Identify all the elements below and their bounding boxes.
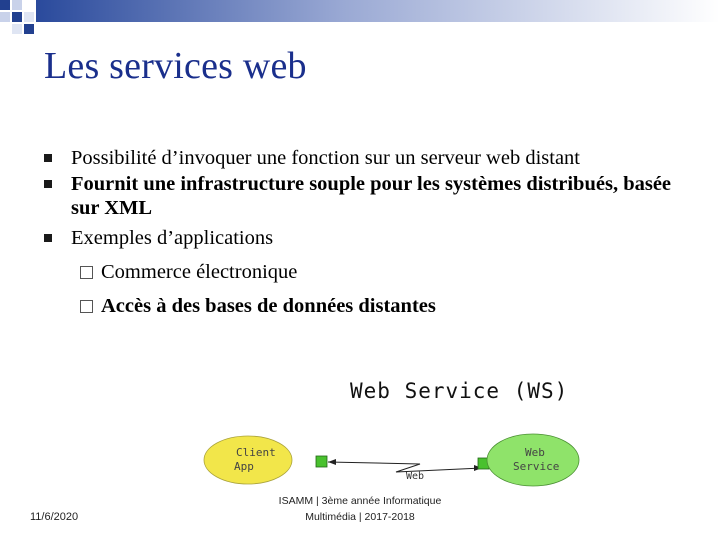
web-link-line [328,462,482,472]
sub-bullet-text: Accès à des bases de données distantes [101,295,436,317]
footer-info [250,493,470,525]
bullet-item [44,146,704,170]
bullet-text: Possibilité d’invoquer une fonction sur un serveur web distant [71,147,580,169]
square-bullet-icon [44,154,52,162]
link-label: Web [406,471,425,482]
footer-line: ISAMM | 3ème année Informatique [278,495,442,507]
checkbox-bullet-icon [80,300,93,313]
sub-bullet-text: Commerce électronique [101,261,298,283]
bullet-list [44,146,704,318]
checkbox-bullet-icon [80,266,93,279]
link-arrowhead-icon [328,459,336,465]
sub-bullet-item [44,260,704,284]
bullet-text: Exemples d’applications [71,227,274,249]
top-decoration [0,0,720,44]
footer-line: Multimédia | 2017-2018 [305,511,415,523]
square-bullet-icon [44,234,52,242]
web-service-diagram [200,372,680,492]
client-connector [316,456,327,467]
footer-date: 11/6/2020 [30,511,79,523]
client-label-line2: App [234,460,254,473]
bullet-item [44,172,704,220]
slide-title: Les services web [44,45,307,87]
bullet-item [44,226,704,250]
diagram-title: Web Service (WS) [350,379,569,403]
sub-bullet-item [44,294,704,318]
client-label-line1: Client [236,446,276,459]
service-label-line1: Web [525,446,545,459]
bullet-text: Fournit une infrastructure souple pour les systèmes distribués, basée sur XML [71,173,672,219]
service-label-line2: Service [513,460,560,473]
square-bullet-icon [44,180,52,188]
